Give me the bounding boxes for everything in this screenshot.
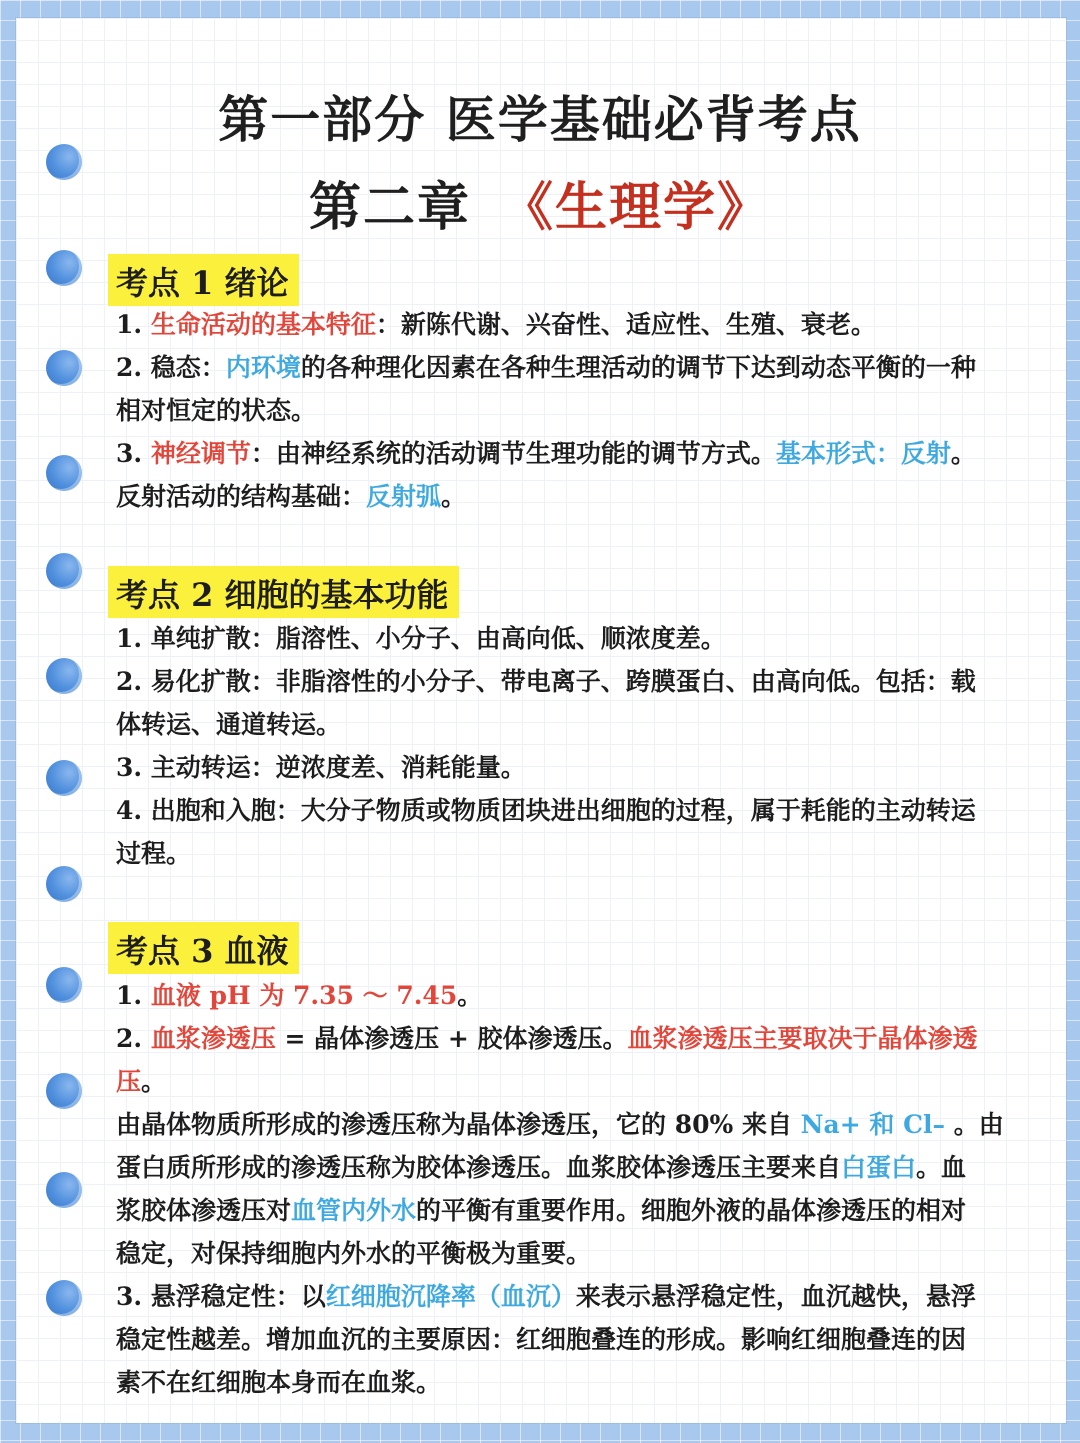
section-heading-1: 考点 1 绪论 [108, 254, 299, 306]
binder-ring-icon [46, 350, 82, 386]
text-line: 由晶体物质所形成的渗透压称为晶体渗透压，它的 80% 来自 Na+ 和 Cl– 。由 [116, 1110, 1004, 1139]
text-line: 2. 血浆渗透压 = 晶体渗透压 + 胶体渗透压。血浆渗透压主要取决于晶体渗透 [116, 1024, 978, 1053]
section-heading-3: 考点 3 血液 [108, 922, 299, 974]
text-line: 3. 神经调节：由神经系统的活动调节生理功能的调节方式。基本形式：反射。 [116, 439, 976, 468]
text-line: 素不在红细胞本身而在血浆。 [116, 1368, 442, 1397]
text-line: 2. 稳态：内环境的各种理化因素在各种生理活动的调节下达到动态平衡的一种 [116, 353, 976, 382]
binder-ring-icon [46, 250, 82, 286]
text-line: 体转运、通道转运。 [116, 710, 342, 739]
text-line: 3. 悬浮稳定性：以红细胞沉降率（血沉）来表示悬浮稳定性，血沉越快，悬浮 [116, 1282, 976, 1311]
binder-ring-icon [46, 967, 82, 1003]
text-line: 反射活动的结构基础：反射弧。 [116, 482, 467, 511]
text-line: 1. 血液 pH 为 7.35 ～ 7.45。 [116, 981, 483, 1010]
text-line: 1. 单纯扩散：脂溶性、小分子、由高向低、顺浓度差。 [116, 624, 726, 653]
binder-ring-icon [46, 455, 82, 491]
binder-ring-icon [46, 658, 82, 694]
text-line: 4. 出胞和入胞：大分子物质或物质团块进出细胞的过程，属于耗能的主动转运 [116, 796, 976, 825]
text-line: 过程。 [116, 839, 192, 868]
chapter-label: 第二章 [308, 177, 471, 238]
text-line: 稳定性越差。增加血沉的主要原因：红细胞叠连的形成。影响红细胞叠连的因 [116, 1325, 967, 1354]
text-line: 3. 主动转运：逆浓度差、消耗能量。 [116, 753, 526, 782]
text-line: 稳定，对保持细胞内外水的平衡极为重要。 [116, 1239, 592, 1268]
text-line: 1. 生命活动的基本特征：新陈代谢、兴奋性、适应性、生殖、衰老。 [116, 310, 876, 339]
binder-ring-icon [46, 1280, 82, 1316]
text-line: 相对恒定的状态。 [116, 396, 317, 425]
book-title: 《生理学》 [501, 177, 772, 238]
chapter-title [0, 165, 1080, 240]
binder-ring-icon [46, 1172, 82, 1208]
text-line: 2. 易化扩散：非脂溶性的小分子、带电离子、跨膜蛋白、由高向低。包括：载 [116, 667, 976, 696]
section-heading-2: 考点 2 细胞的基本功能 [108, 566, 459, 618]
text-line: 蛋白质所形成的渗透压称为胶体渗透压。血浆胶体渗透压主要来自白蛋白。血 [116, 1153, 967, 1182]
binder-ring-icon [46, 866, 82, 902]
binder-ring-icon [46, 760, 82, 796]
text-line: 压。 [116, 1067, 167, 1096]
page-title: 第一部分 医学基础必背考点 [218, 90, 862, 149]
binder-ring-icon [46, 1073, 82, 1109]
binder-ring-icon [46, 553, 82, 589]
text-line: 浆胶体渗透压对血管内外水的平衡有重要作用。细胞外液的晶体渗透压的相对 [116, 1196, 967, 1225]
